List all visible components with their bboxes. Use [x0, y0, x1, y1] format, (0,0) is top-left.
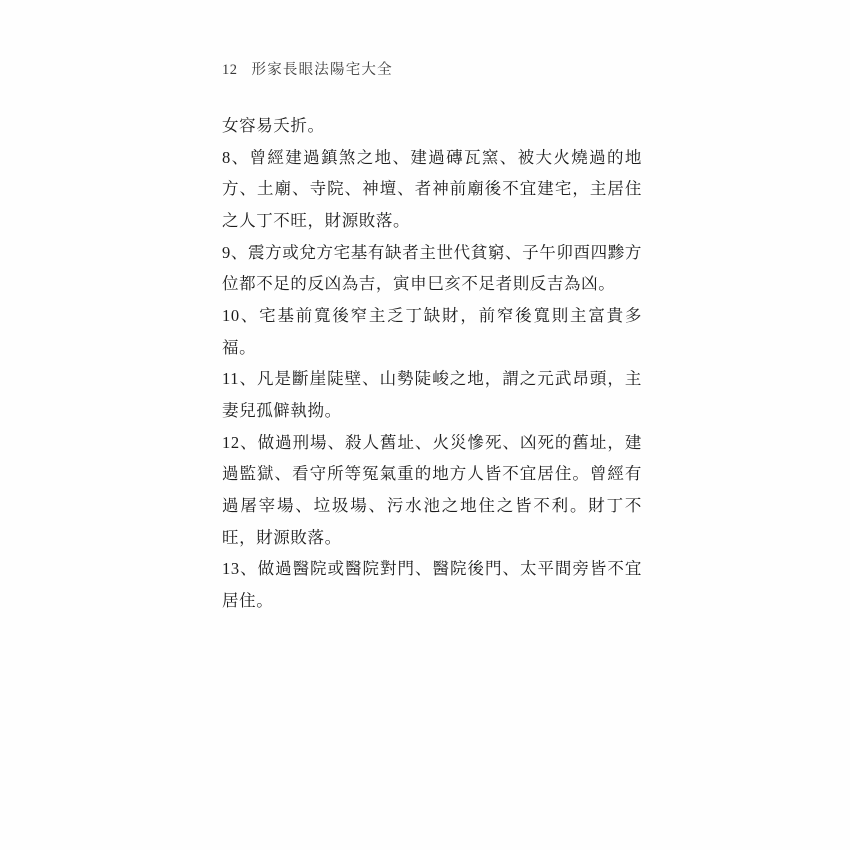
paragraph: 13、做過醫院或醫院對門、醫院後門、太平間旁皆不宜居住。 — [222, 559, 642, 611]
paragraph: 9、震方或兌方宅基有缺者主世代貧窮、子午卯酉四黪方位都不足的反凶為吉，寅申巳亥不足者則反吉為凶。 — [222, 242, 642, 294]
paragraph: 8、曾經建過鎮煞之地、建過磚瓦窯、被大火燒過的地方、土廟、寺院、神壇、者神前廟後不宜建宅，主居住之人丁不旺，財源敗落。 — [222, 147, 642, 231]
header-title: 形家長眼法陽宅大全 — [251, 62, 393, 78]
paragraph: 10、宅基前寬後窄主乏丁缺財，前窄後寬則主富貴多福。 — [222, 306, 642, 357]
paragraph: 12、做過刑場、殺人舊址、火災慘死、凶死的舊址，建過監獄、看守所等冤氣重的地方人皆不宜居住。曾經有過屠宰場、垃圾場、污水池之地住之皆不利。財丁不旺，財源敗落。 — [222, 432, 642, 547]
body-text — [222, 110, 642, 617]
paragraph: 11、凡是斷崖陡壁、山勢陡峻之地，謂之元武昂頭，主妻兒孤僻執拗。 — [222, 369, 642, 421]
page-header — [222, 58, 393, 79]
paragraph: 女容易夭折。 — [222, 116, 325, 135]
page-number: 12 — [222, 62, 238, 78]
